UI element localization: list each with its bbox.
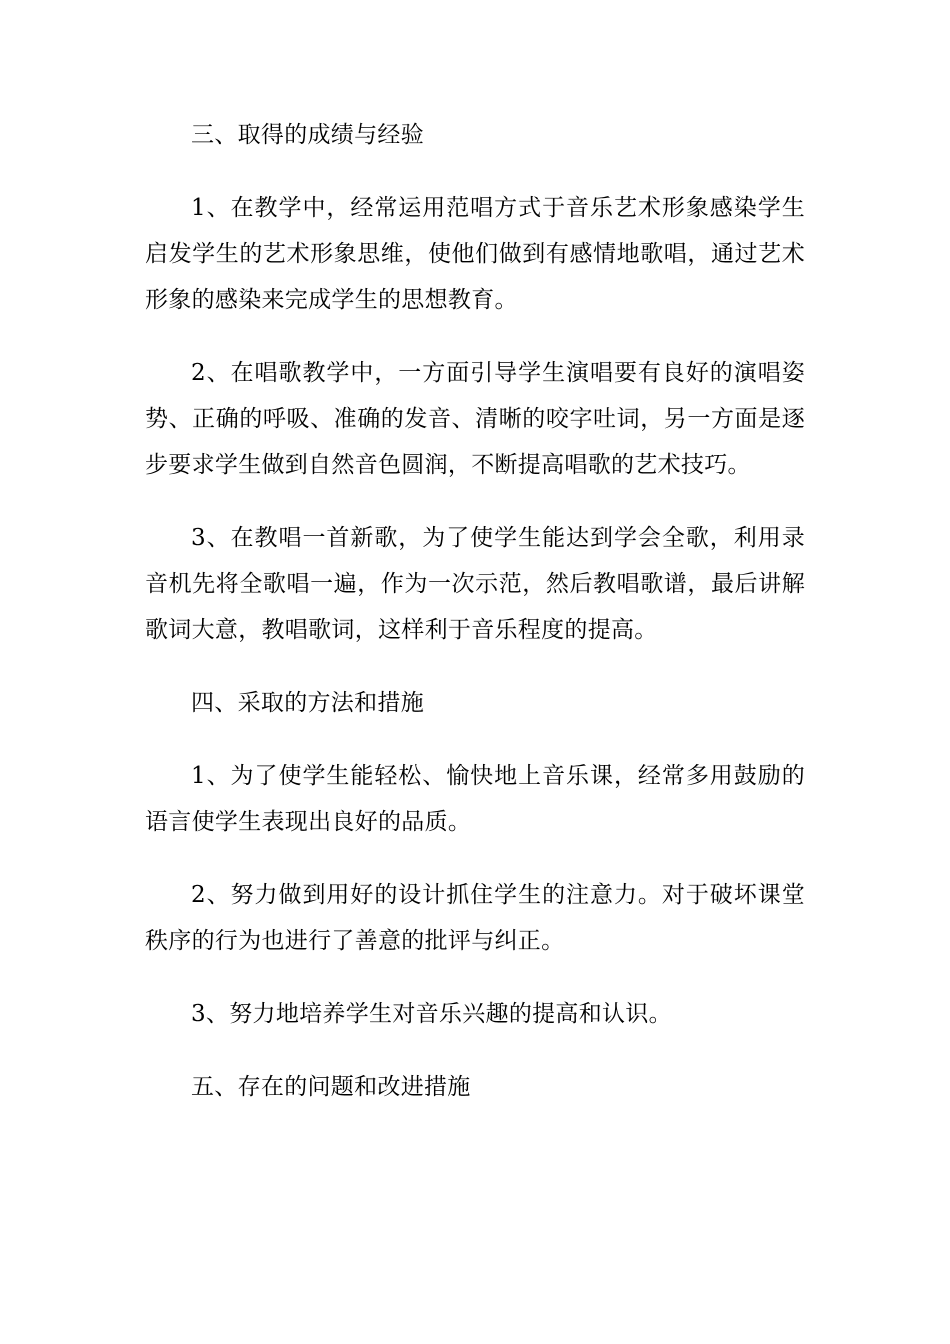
section-heading-four: 四、采取的方法和措施 bbox=[191, 690, 424, 716]
paragraph-item-3: 3、在教唱一首新歌，为了使学生能达到学会全歌，利用录音机先将全歌唱一遍，作为一次示范，然后教唱歌谱，最后讲解歌词大意，教唱歌词，这样利于音乐程度的提高。 bbox=[145, 525, 805, 643]
paragraph-item-4-2: 2、努力做到用好的设计抓住学生的注意力。对于破坏课堂秩序的行为也进行了善意的批评与纠正。 bbox=[145, 882, 805, 954]
section-heading-five: 五、存在的问题和改进措施 bbox=[191, 1074, 471, 1100]
paragraph-item-1: 1、在教学中，经常运用范唱方式于音乐艺术形象感染学生启发学生的艺术形象思维，使他们做到有感情地歌唱，通过艺术形象的感染来完成学生的思想教育。 bbox=[145, 195, 805, 313]
document-body bbox=[145, 112, 805, 1110]
section-heading-three: 三、取得的成绩与经验 bbox=[191, 122, 424, 148]
paragraph-item-4-3: 3、努力地培养学生对音乐兴趣的提高和认识。 bbox=[191, 1001, 672, 1027]
paragraph-item-2: 2、在唱歌教学中，一方面引导学生演唱要有良好的演唱姿势、正确的呼吸、准确的发音、清晰的咬字吐词，另一方面是逐步要求学生做到自然音色圆润，不断提高唱歌的艺术技巧。 bbox=[145, 360, 805, 478]
paragraph-item-4-1: 1、为了使学生能轻松、愉快地上音乐课，经常多用鼓励的语言使学生表现出良好的品质。 bbox=[145, 763, 805, 835]
